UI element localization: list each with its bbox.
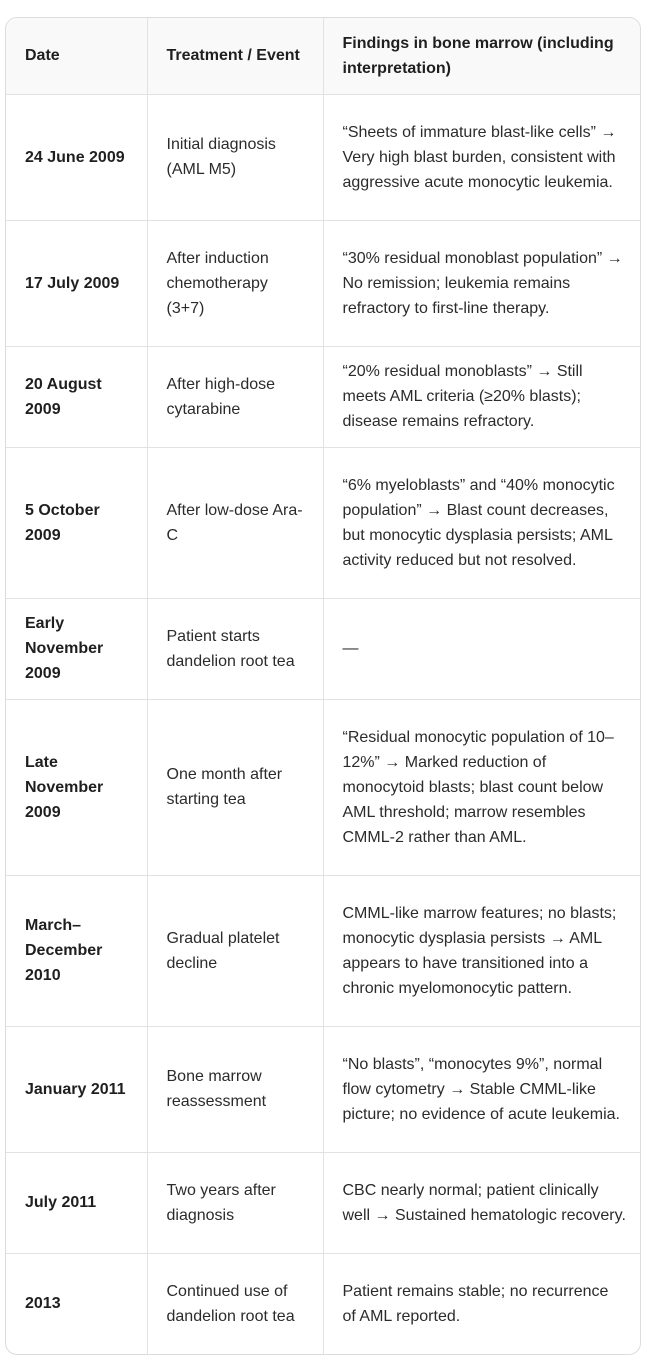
findings-cell: CBC nearly normal; patient clinically well → Sustained hematologic recovery. xyxy=(323,1152,640,1253)
date-cell: 17 July 2009 xyxy=(6,220,147,346)
timeline-table xyxy=(6,18,640,1354)
table-row xyxy=(6,1026,640,1152)
findings-cell: “No blasts”, “monocytes 9%”, normal flow cytometry → Stable CMML-like picture; no evidence of acute leukemia. xyxy=(323,1026,640,1152)
timeline-table-container xyxy=(5,17,641,1355)
table-row xyxy=(6,598,640,699)
date-cell: 5 October 2009 xyxy=(6,447,147,598)
table-header xyxy=(6,18,640,94)
table-body xyxy=(6,94,640,1354)
header-row xyxy=(6,18,640,94)
event-cell: After induction chemotherapy (3+7) xyxy=(147,220,323,346)
date-cell: Early November 2009 xyxy=(6,598,147,699)
event-cell: After high-dose cytarabine xyxy=(147,346,323,447)
table-row xyxy=(6,875,640,1026)
date-cell: March–December 2010 xyxy=(6,875,147,1026)
date-cell: July 2011 xyxy=(6,1152,147,1253)
date-cell: January 2011 xyxy=(6,1026,147,1152)
table-row xyxy=(6,699,640,875)
date-cell: 2013 xyxy=(6,1253,147,1354)
event-cell: Continued use of dandelion root tea xyxy=(147,1253,323,1354)
header-findings: Findings in bone marrow (including interpretation) xyxy=(323,18,640,94)
findings-cell: “30% residual monoblast population” → No remission; leukemia remains refractory to first-line therapy. xyxy=(323,220,640,346)
table-row xyxy=(6,447,640,598)
findings-cell: — xyxy=(323,598,640,699)
findings-cell: “Residual monocytic population of 10–12%” → Marked reduction of monocytoid blasts; blast count below AML threshold; marrow resembles CMML-2 rather than AML. xyxy=(323,699,640,875)
header-date: Date xyxy=(6,18,147,94)
findings-cell: “20% residual monoblasts” → Still meets AML criteria (≥20% blasts); disease remains refractory. xyxy=(323,346,640,447)
event-cell: After low-dose Ara-C xyxy=(147,447,323,598)
findings-cell: “Sheets of immature blast-like cells” → Very high blast burden, consistent with aggressive acute monocytic leukemia. xyxy=(323,94,640,220)
table-row xyxy=(6,220,640,346)
findings-cell: CMML-like marrow features; no blasts; monocytic dysplasia persists → AML appears to have transitioned into a chronic myelomonocytic pattern. xyxy=(323,875,640,1026)
findings-cell: Patient remains stable; no recurrence of AML reported. xyxy=(342,1282,609,1325)
event-cell: Gradual platelet decline xyxy=(147,875,323,1026)
table-row xyxy=(6,346,640,447)
table-row xyxy=(6,1253,640,1354)
date-cell: 20 August 2009 xyxy=(6,346,147,447)
event-cell: One month after starting tea xyxy=(147,699,323,875)
event-cell: Two years after diagnosis xyxy=(147,1152,323,1253)
date-cell: 24 June 2009 xyxy=(6,94,147,220)
date-cell: Late November 2009 xyxy=(6,699,147,875)
findings-cell: “6% myeloblasts” and “40% monocytic population” → Blast count decreases, but monocytic dysplasia persists; AML activity reduced but not resolved. xyxy=(323,447,640,598)
table-row xyxy=(6,94,640,220)
header-event: Treatment / Event xyxy=(147,18,323,94)
event-cell: Bone marrow reassessment xyxy=(147,1026,323,1152)
event-cell: Initial diagnosis (AML M5) xyxy=(147,94,323,220)
table-row xyxy=(6,1152,640,1253)
event-cell: Patient starts dandelion root tea xyxy=(147,598,323,699)
